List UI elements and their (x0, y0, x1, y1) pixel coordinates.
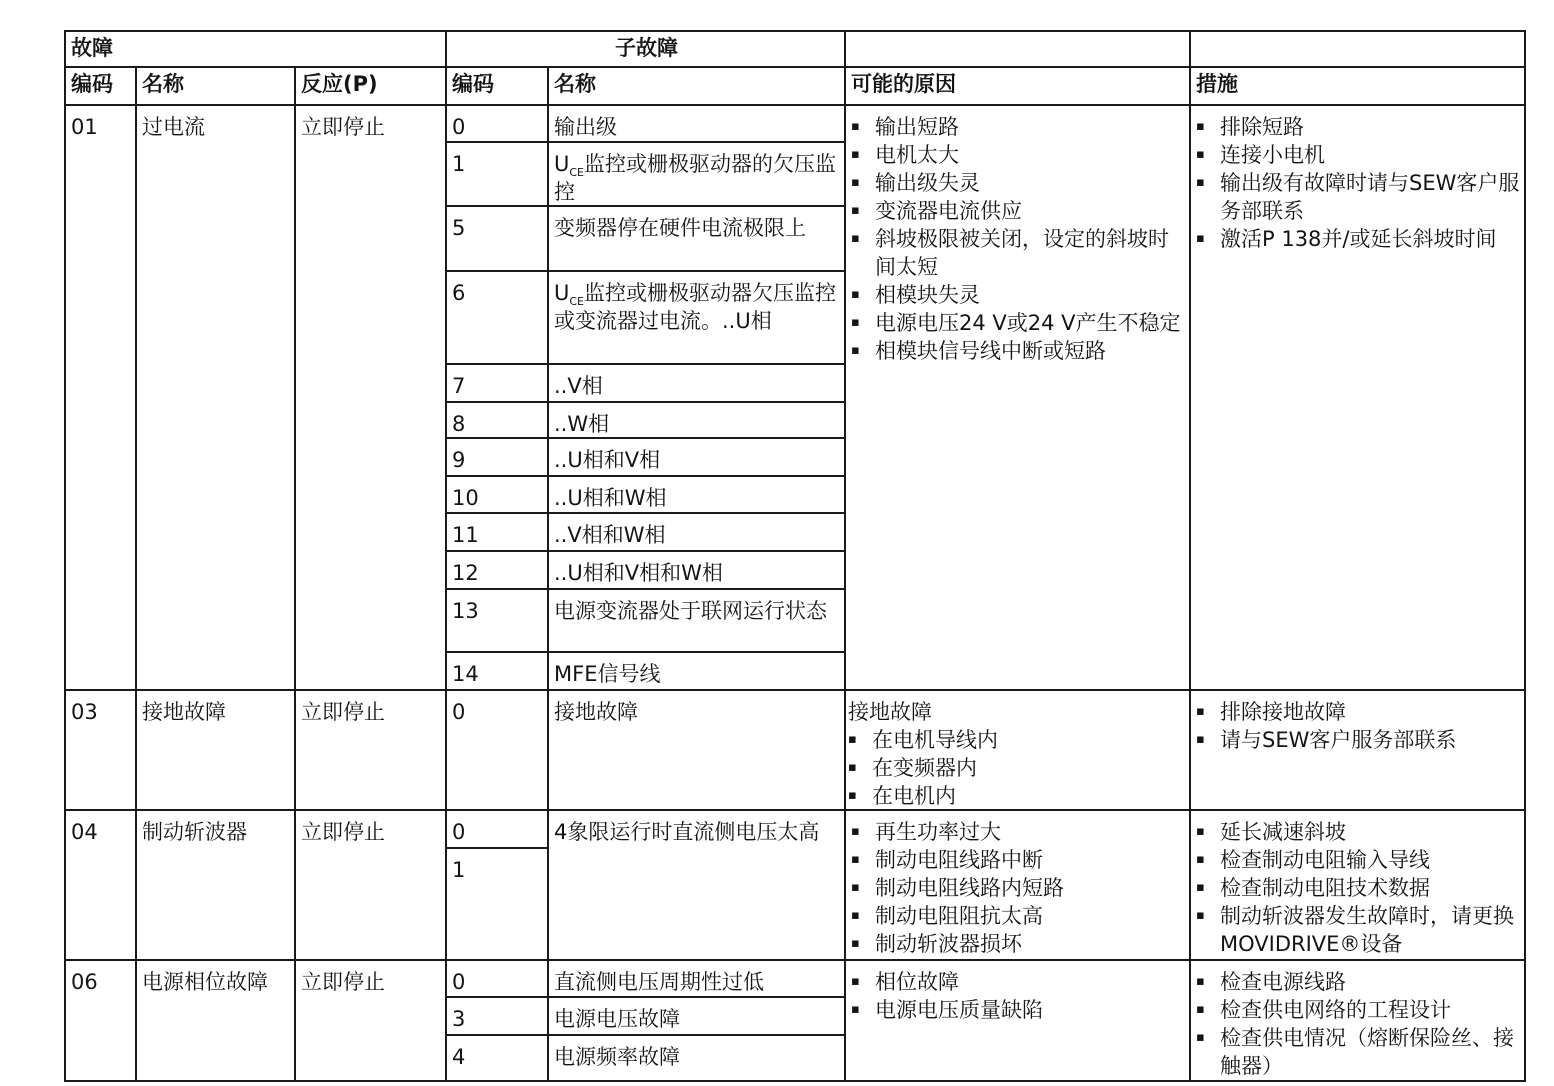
measure-item: ▪ 检查制动电阻输入导线 (1196, 846, 1520, 874)
subfault-code: 1 (452, 152, 466, 176)
grid-line (445, 30, 447, 1082)
subfault-name: 输出级 (554, 115, 617, 139)
subfault-name: $U_{CE}$监控或栅极驱动器的欠压监控 (554, 152, 837, 204)
grid-line (446, 550, 846, 552)
subfault-code: 0 (452, 970, 466, 994)
cause-item: ▪ 相位故障 (851, 968, 1186, 996)
subfault-name: 直流侧电压周期性过低 (554, 970, 764, 994)
subfault-name: $U_{CE}$监控或栅极驱动器欠压监控或变流器过电流。..U相 (554, 281, 837, 333)
cause-item: ▪ 变流器电流供应 (851, 197, 1186, 225)
subfault-code: 11 (452, 523, 479, 547)
fault-code: 04 (71, 820, 98, 844)
subfault-code: 5 (452, 216, 466, 240)
causes-cell (846, 691, 1190, 810)
measure-item: ▪ 排除接地故障 (1196, 698, 1520, 726)
subfault-code: 1 (452, 858, 466, 882)
header-reaction: 反应(P) (301, 72, 378, 96)
grid-line (64, 1080, 1526, 1082)
cause-item: ▪ 相模块信号线中断或短路 (851, 337, 1186, 365)
measure-item: ▪ 排除短路 (1196, 113, 1520, 141)
fault-reaction: 立即停止 (301, 700, 385, 724)
grid-line (446, 475, 846, 477)
fault-name: 电源相位故障 (142, 970, 268, 994)
grid-line (446, 437, 846, 439)
grid-line (446, 512, 846, 514)
subfault-code: 3 (452, 1007, 466, 1031)
cause-item: ▪ 输出级失灵 (851, 169, 1186, 197)
grid-line (135, 66, 137, 1082)
header-sub-name: 名称 (554, 72, 596, 96)
grid-line (547, 66, 549, 1082)
causes-list (848, 726, 1186, 810)
subfault-code: 10 (452, 486, 479, 510)
subfault-name: 接地故障 (554, 700, 638, 724)
grid-line (446, 588, 846, 590)
fault-name: 过电流 (142, 115, 205, 139)
grid-line (446, 270, 846, 272)
fault-reaction: 立即停止 (301, 115, 385, 139)
grid-line (446, 847, 549, 849)
header-code: 编码 (71, 72, 113, 96)
subfault-name: 电源电压故障 (554, 1007, 680, 1031)
grid-line (64, 30, 66, 1082)
measure-item: ▪ 检查电源线路 (1196, 968, 1520, 996)
causes-cell (846, 961, 1190, 1081)
cause-item: ▪ 电源电压质量缺陷 (851, 996, 1186, 1024)
measures-cell (1191, 961, 1524, 1081)
subfault-code: 0 (452, 820, 466, 844)
measures-cell (1191, 691, 1524, 810)
fault-reaction: 立即停止 (301, 970, 385, 994)
fault-reaction: 立即停止 (301, 820, 385, 844)
grid-line (446, 363, 846, 365)
header-name: 名称 (142, 72, 184, 96)
cause-item: ▪ 制动斩波器损坏 (851, 930, 1186, 958)
measure-item: ▪ 检查供电情况（熔断保险丝、接触器） (1196, 1024, 1520, 1080)
measure-item: ▪ 检查制动电阻技术数据 (1196, 874, 1520, 902)
subfault-name: ..U相和W相 (554, 486, 667, 510)
header-fault-group: 故障 (71, 36, 113, 60)
cause-item: ▪ 在变频器内 (848, 754, 1186, 782)
measure-item: ▪ 激活P 138并/或延长斜坡时间 (1196, 225, 1520, 253)
measure-item: ▪ 请与SEW客户服务部联系 (1196, 726, 1520, 754)
grid-line (446, 401, 846, 403)
subfault-name: ..U相和V相和W相 (554, 561, 723, 585)
measures-list (1196, 818, 1520, 958)
grid-line (446, 651, 846, 653)
measures-list (1196, 968, 1520, 1080)
subfault-name: ..W相 (554, 412, 610, 436)
causes-cell (846, 106, 1190, 690)
cause-item: ▪ 在电机内 (848, 782, 1186, 810)
grid-line (64, 66, 1526, 68)
header-causes: 可能的原因 (851, 72, 956, 96)
causes-intro: 接地故障 (848, 700, 932, 724)
grid-line (844, 30, 846, 1082)
subfault-name: ..U相和V相 (554, 448, 661, 472)
grid-line (446, 141, 846, 143)
cause-item: ▪ 输出短路 (851, 113, 1186, 141)
subfault-name: 电源变流器处于联网运行状态 (554, 599, 827, 623)
cause-item: ▪ 制动电阻阻抗太高 (851, 902, 1186, 930)
causes-list (851, 968, 1186, 1024)
fault-name: 接地故障 (142, 700, 226, 724)
subfault-name: ..V相和W相 (554, 523, 666, 547)
header-sub-code: 编码 (452, 72, 494, 96)
cause-item: ▪ 电源电压24 V或24 V产生不稳定 (851, 309, 1186, 337)
header-measures: 措施 (1196, 72, 1238, 96)
subfault-name: 电源频率故障 (554, 1045, 680, 1069)
measure-item: ▪ 延长减速斜坡 (1196, 818, 1520, 846)
measures-list (1196, 698, 1520, 754)
grid-line (446, 1034, 846, 1036)
grid-line (64, 30, 1526, 32)
grid-line (1524, 30, 1526, 1082)
grid-line (64, 809, 1526, 811)
cause-item: ▪ 电机太大 (851, 141, 1186, 169)
grid-line (1189, 30, 1191, 1082)
cause-item: ▪ 斜坡极限被关闭，设定的斜坡时间太短 (851, 225, 1186, 281)
measures-cell (1191, 106, 1524, 690)
causes-cell (846, 811, 1190, 960)
subfault-code: 7 (452, 374, 466, 398)
subfault-name: 变频器停在硬件电流极限上 (554, 216, 806, 240)
measure-item: ▪ 制动斩波器发生故障时，请更换MOVIDRIVE®设备 (1196, 902, 1520, 958)
fault-name: 制动斩波器 (142, 820, 247, 844)
cause-item: ▪ 再生功率过大 (851, 818, 1186, 846)
fault-code: 01 (71, 115, 98, 139)
grid-line (64, 104, 1526, 106)
subfault-name: MFE信号线 (554, 662, 661, 686)
header-subfault-group: 子故障 (615, 36, 678, 60)
measure-item: ▪ 检查供电网络的工程设计 (1196, 996, 1520, 1024)
cause-item: ▪ 制动电阻线路内短路 (851, 874, 1186, 902)
subfault-code: 0 (452, 115, 466, 139)
subfault-code: 8 (452, 412, 466, 436)
subfault-code: 0 (452, 700, 466, 724)
measure-item: ▪ 输出级有故障时请与SEW客户服务部联系 (1196, 169, 1520, 225)
cause-item: ▪ 制动电阻线路中断 (851, 846, 1186, 874)
grid-line (446, 996, 846, 998)
subfault-name: ..V相 (554, 374, 603, 398)
subfault-code: 13 (452, 599, 479, 623)
fault-code: 06 (71, 970, 98, 994)
grid-line (64, 689, 1526, 691)
grid-line (294, 66, 296, 1082)
measures-list (1196, 113, 1520, 253)
fault-code: 03 (71, 700, 98, 724)
measure-item: ▪ 连接小电机 (1196, 141, 1520, 169)
cause-item: ▪ 相模块失灵 (851, 281, 1186, 309)
causes-list (851, 818, 1186, 958)
measures-cell (1191, 811, 1524, 960)
grid-line (64, 959, 1526, 961)
subfault-code: 14 (452, 662, 479, 686)
subfault-code: 4 (452, 1045, 466, 1069)
subfault-code: 6 (452, 281, 466, 305)
causes-list (851, 113, 1186, 365)
grid-line (446, 205, 846, 207)
subfault-code: 9 (452, 448, 466, 472)
subfault-name: 4象限运行时直流侧电压太高 (554, 820, 820, 844)
cause-item: ▪ 在电机导线内 (848, 726, 1186, 754)
subfault-code: 12 (452, 561, 479, 585)
